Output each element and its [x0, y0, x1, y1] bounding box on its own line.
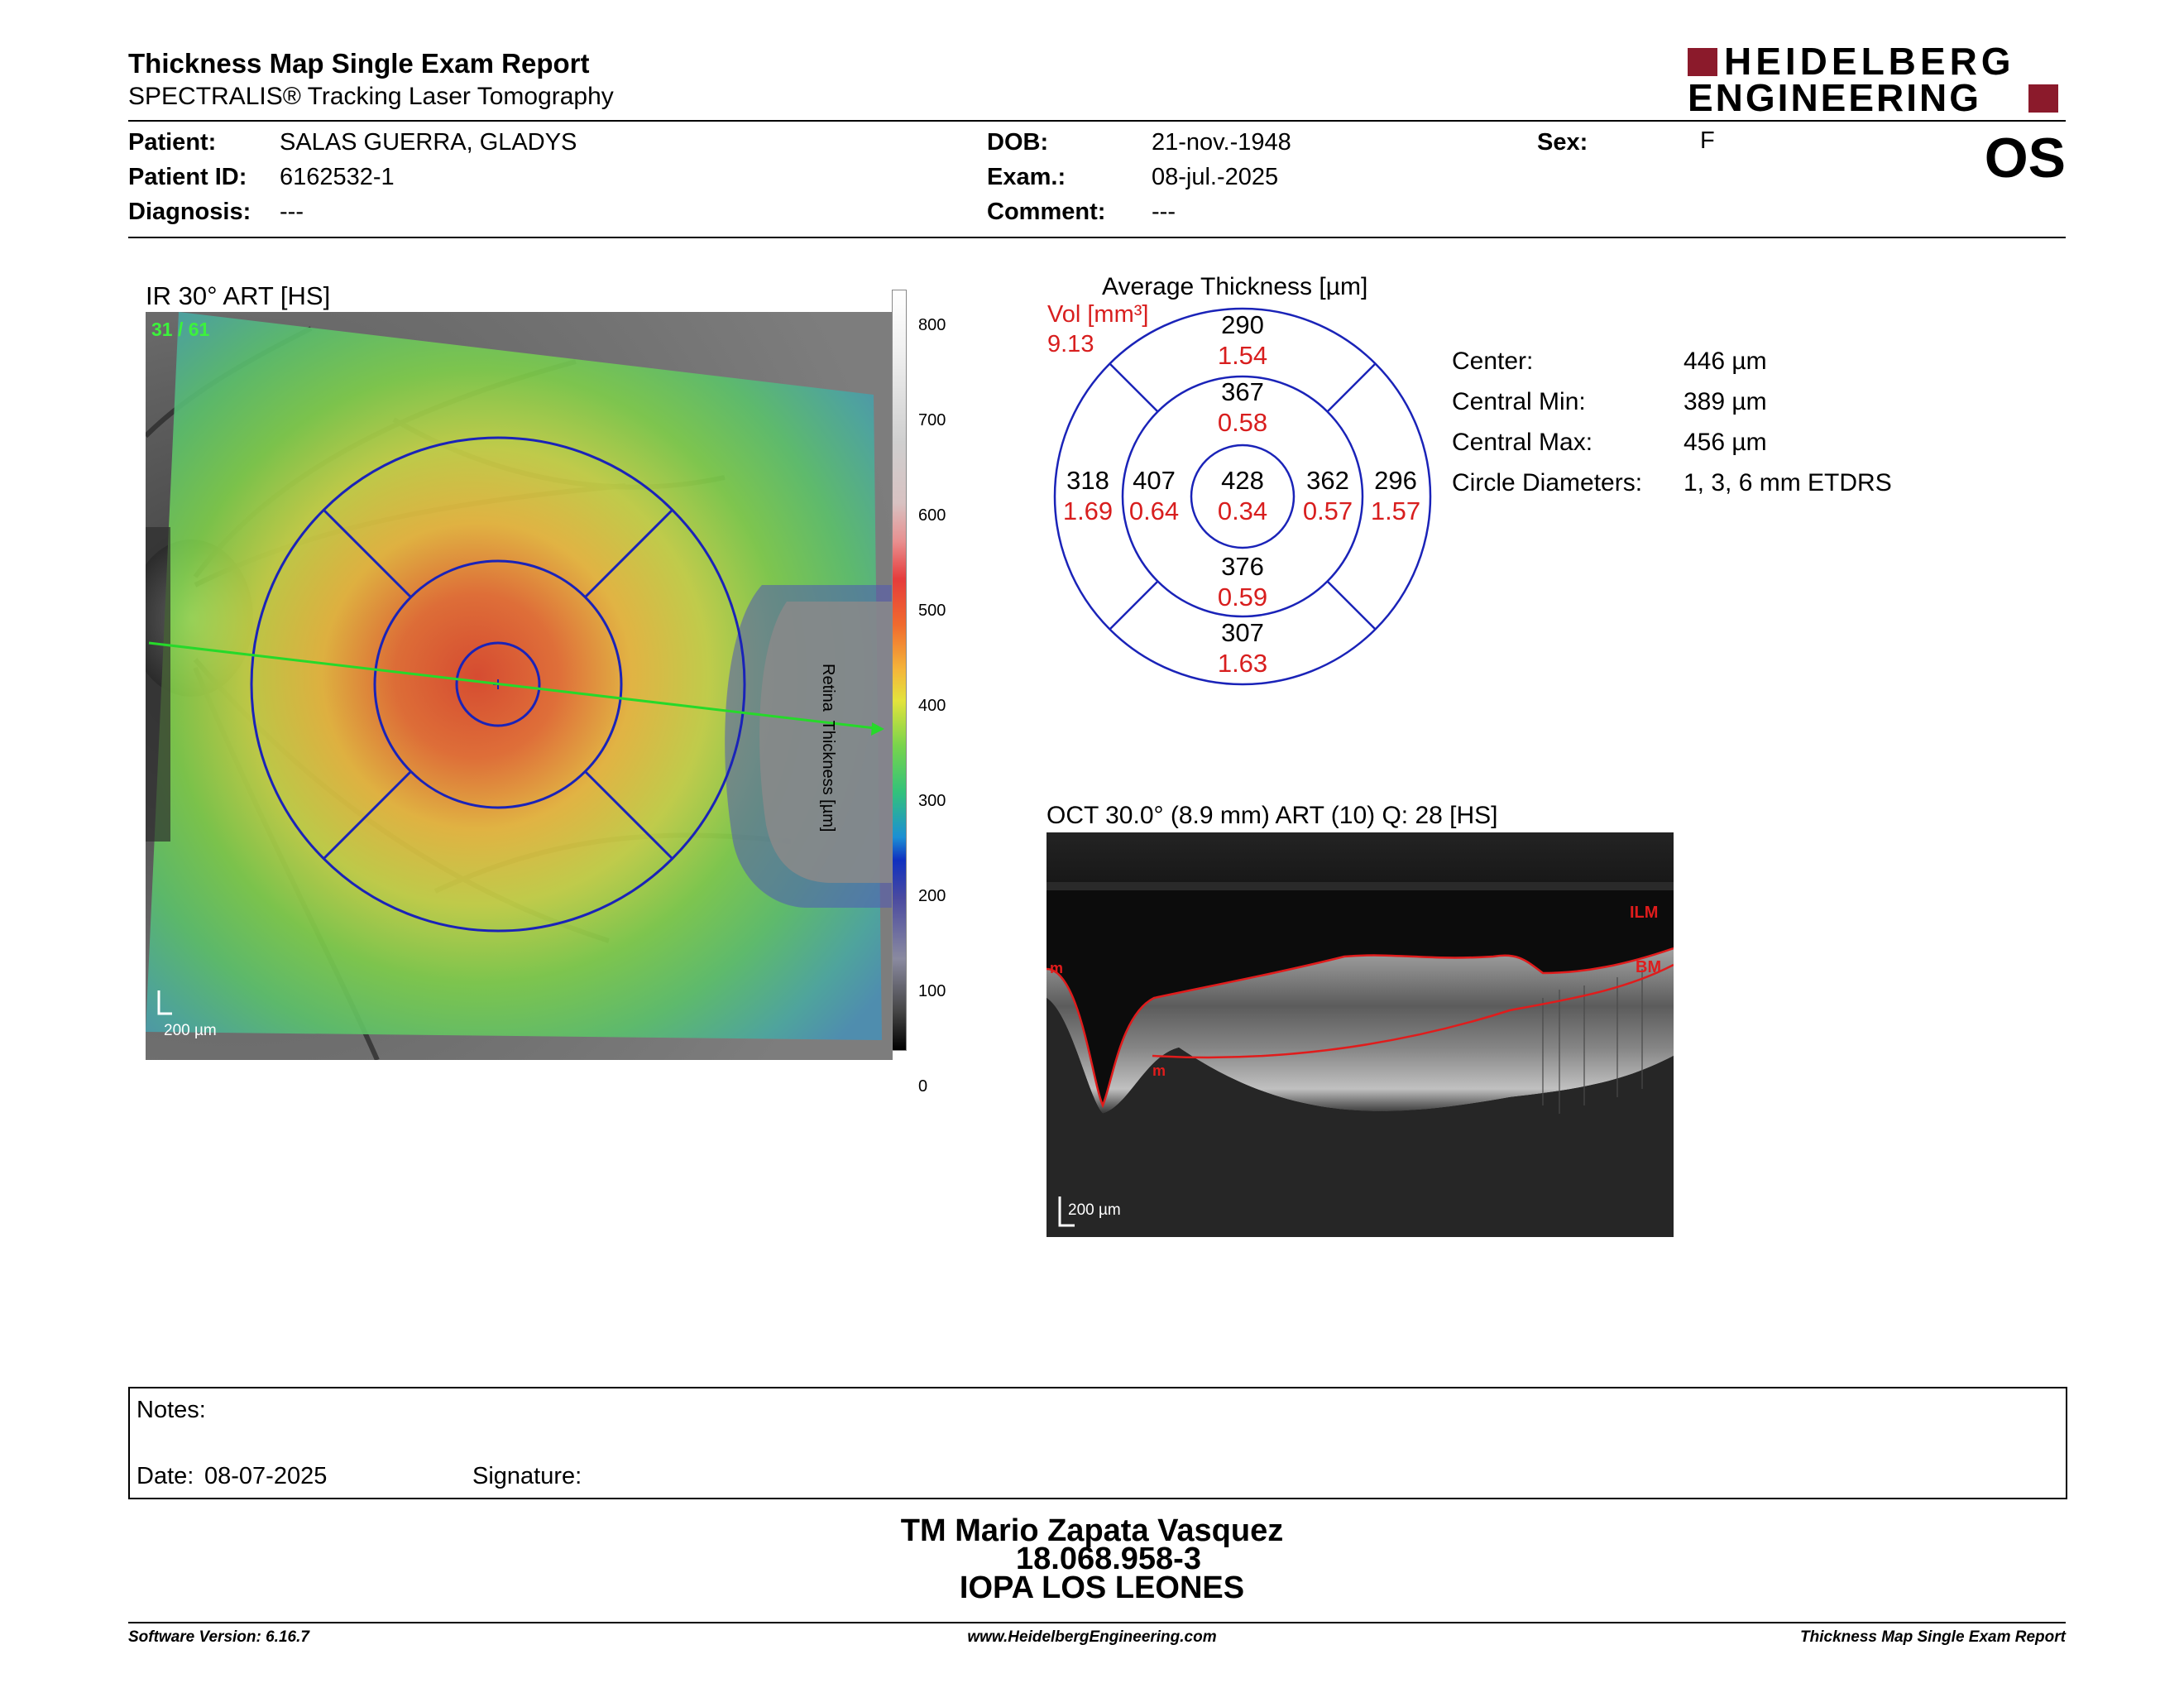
colorbar-tick: 0: [918, 1077, 928, 1096]
sector-volume: 0.34: [1217, 496, 1268, 525]
vol-total: 9.13: [1047, 331, 1094, 357]
report-title: Thickness Map Single Exam Report: [128, 48, 590, 79]
sector-center: [1201, 465, 1284, 526]
sex-label: Sex:: [1537, 129, 1588, 156]
colorbar-axis-label: Retina Thickness [µm]: [819, 664, 837, 832]
logo-text-engineering: ENGINEERING: [1688, 76, 1982, 119]
patient-name: SALAS GUERRA, GLADYS: [280, 129, 577, 156]
patient-id-label: Patient ID:: [128, 164, 247, 190]
logo-text-heidelberg: HEIDELBERG: [1724, 40, 2015, 83]
stats-values: [1684, 341, 1892, 503]
sector-inferior-inner: [1201, 551, 1284, 612]
sector-volume: 1.63: [1217, 649, 1268, 678]
notes-box: [128, 1387, 2067, 1499]
stat-value: 456 µm: [1684, 429, 1767, 456]
oct-marker-left: m: [1050, 960, 1064, 976]
signer-name: TM Mario Zapata Vasquez: [900, 1513, 1284, 1548]
oct-marker-mid: m: [1152, 1062, 1166, 1079]
stat-label: Circle Diameters:: [1452, 469, 1643, 496]
colorbar-tick: 400: [918, 697, 946, 715]
sector-thickness: 307: [1221, 618, 1264, 647]
stat-value: 1, 3, 6 mm ETDRS: [1684, 469, 1892, 496]
signer-rut: 18.068.958-3: [1016, 1542, 1201, 1576]
dob-value: 21-nov.-1948: [1152, 129, 1291, 156]
stats-labels: [1452, 341, 1642, 503]
sector-superior-inner: [1201, 376, 1284, 438]
ilm-label: ILM: [1630, 904, 1659, 922]
diagnosis-label: Diagnosis:: [128, 199, 251, 225]
logo-square-top: [1688, 48, 1717, 76]
website-link: www.HeidelbergEngineering.com: [967, 1628, 1217, 1646]
colorbar-tick: 600: [918, 506, 946, 525]
software-version: Software Version: 6.16.7: [128, 1628, 309, 1646]
notes-label: Notes:: [136, 1397, 206, 1423]
etdrs-title: Average Thickness [µm]: [1102, 273, 1368, 300]
vol-label: Vol [mm³]: [1047, 301, 1149, 328]
fundus-scale-label: 200 µm: [164, 1022, 217, 1039]
sector-thickness: 376: [1221, 552, 1264, 581]
sector-volume: 1.69: [1062, 496, 1114, 525]
sector-nasal-outer: [1354, 465, 1437, 526]
sector-inferior-outer: [1201, 617, 1284, 679]
sector-thickness: 290: [1221, 310, 1264, 339]
eye-indicator: OS: [1984, 127, 2066, 189]
sector-thickness: 367: [1221, 377, 1264, 406]
frame-counter: 31 / 61: [151, 319, 210, 340]
colorbar-tick: 800: [918, 316, 946, 334]
stat-label: Central Max:: [1452, 429, 1593, 456]
bm-label: BM: [1636, 958, 1662, 976]
colorbar-tick: 500: [918, 602, 946, 620]
logo-square-bottom: [2028, 84, 2058, 113]
comment-label: Comment:: [987, 199, 1106, 225]
oct-title: OCT 30.0° (8.9 mm) ART (10) Q: 28 [HS]: [1046, 802, 1498, 829]
signature-label: Signature:: [472, 1463, 582, 1489]
oct-scale-label: 200 µm: [1068, 1201, 1121, 1219]
header-divider: [128, 120, 2066, 122]
stat-value: 446 µm: [1684, 348, 1767, 375]
sector-volume: 1.57: [1370, 496, 1421, 525]
date-label: Date:: [136, 1463, 194, 1489]
colorbar-tick: 700: [918, 411, 946, 429]
stat-label: Center:: [1452, 348, 1534, 375]
colorbar-ticks: [918, 278, 946, 1134]
dob-label: DOB:: [987, 129, 1049, 156]
diagnosis-value: ---: [280, 199, 304, 225]
sector-volume: 0.58: [1217, 408, 1268, 437]
report-subtitle: SPECTRALIS® Tracking Laser Tomography: [128, 83, 614, 110]
patient-id: 6162532-1: [280, 164, 395, 190]
footer-divider: [128, 1622, 2066, 1623]
oct-image: [1046, 832, 1674, 1237]
colorbar-tick: 300: [918, 792, 946, 810]
sector-temporal-inner: [1113, 465, 1195, 526]
sector-thickness: 296: [1374, 466, 1417, 495]
exam-label: Exam.:: [987, 164, 1066, 190]
patient-divider: [128, 237, 2066, 238]
colorbar-tick: 100: [918, 982, 946, 1000]
stat-value: 389 µm: [1684, 388, 1767, 415]
sector-thickness: 362: [1306, 466, 1349, 495]
colorbar-tick: 200: [918, 887, 946, 905]
sex-value: F: [1700, 127, 1715, 154]
date-value: 08-07-2025: [204, 1463, 328, 1489]
sector-superior-outer: [1201, 309, 1284, 371]
exam-value: 08-jul.-2025: [1152, 164, 1279, 190]
signer-institution: IOPA LOS LEONES: [959, 1571, 1245, 1605]
sector-volume: 1.54: [1217, 341, 1268, 370]
oct-bscan: [1046, 832, 1674, 1237]
heidelberg-logo: [1688, 40, 2068, 119]
comment-value: ---: [1152, 199, 1176, 225]
stat-label: Central Min:: [1452, 388, 1586, 415]
sector-thickness: 428: [1221, 466, 1264, 495]
sector-volume: 0.57: [1302, 496, 1353, 525]
sector-volume: 0.64: [1128, 496, 1180, 525]
sector-thickness: 407: [1133, 466, 1176, 495]
thickness-colorbar: [892, 290, 907, 1051]
fundus-image: [146, 312, 893, 1060]
fundus-thickness-map: [146, 312, 893, 1060]
sector-thickness: 318: [1066, 466, 1109, 495]
fundus-title: IR 30° ART [HS]: [146, 281, 331, 310]
footer-report-name: Thickness Map Single Exam Report: [1800, 1628, 2066, 1646]
patient-name-label: Patient:: [128, 129, 217, 156]
sector-volume: 0.59: [1217, 583, 1268, 611]
